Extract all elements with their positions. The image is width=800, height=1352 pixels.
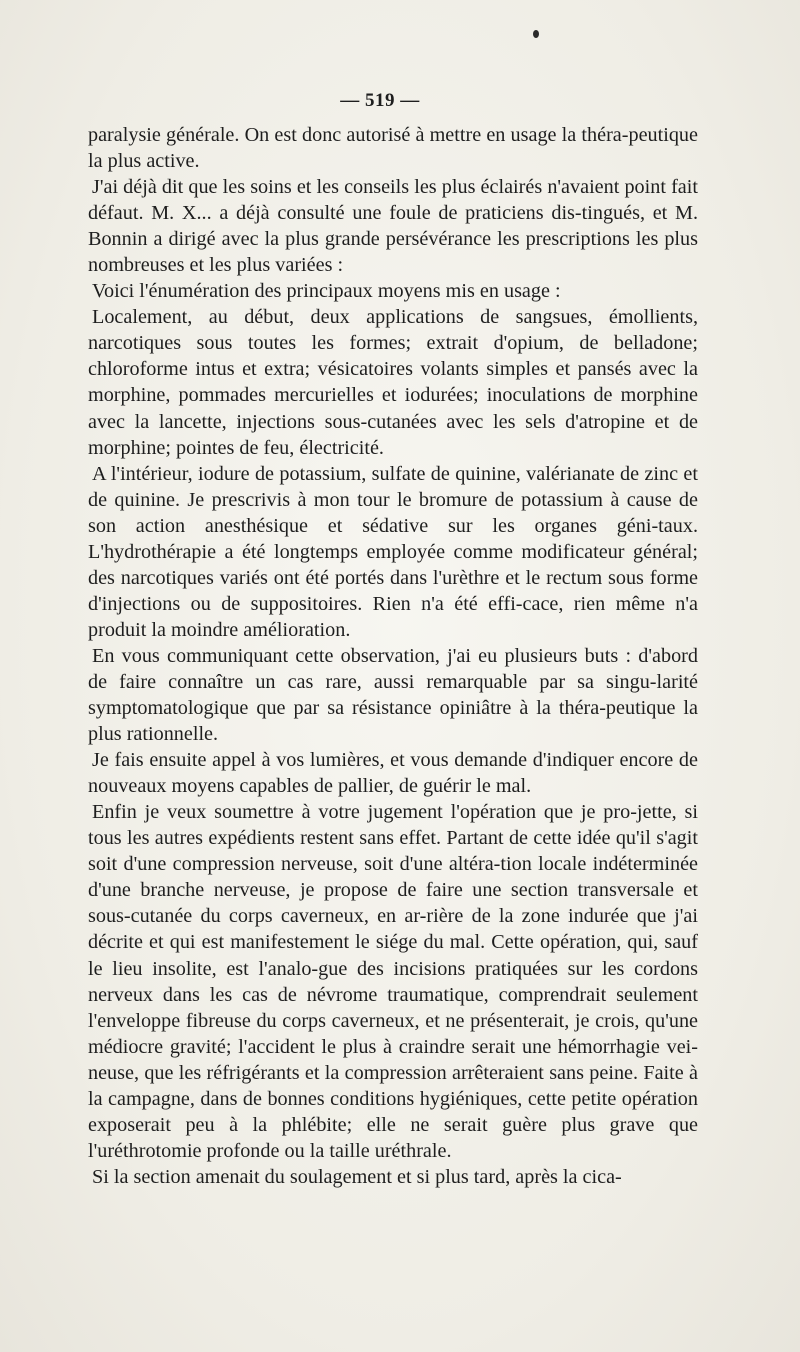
body-text [88, 122, 698, 1190]
paragraph: Enfin je veux soumettre à votre jugement l'opération que je pro-jette, si tous les autres expédients restent sans effet. Partant de cette idée qu'il s'agit soit d'une compression nerveuse, soit d'une altéra-tion locale indéterminée d'une branche nerveuse, je propose de faire une section transversale et sous-cutanée du corps caverneux, en ar-rière de la zone indurée que j'ai décrite et qui est manifestement le siége du mal. Cette opération, qui, sauf le lieu insolite, est l'analo-gue des incisions pratiquées sur les cordons nerveux dans les cas de névrome traumatique, comprendrait seulement l'enveloppe fibreuse du corps caverneux, et ne présenterait, je crois, qu'une médiocre gravité; l'accident le plus à craindre serait une hémorrhagie vei-neuse, que les réfrigérants et la compression arrêteraient sans peine. Faite à la campagne, dans de bonnes conditions hygiéniques, cette petite opération exposerait peu à la phlébite; elle ne serait guère plus grave que l'uréthrotomie profonde ou la taille uréthrale. [88, 801, 698, 1162]
page-number: — 519 — [340, 90, 420, 111]
paragraph: A l'intérieur, iodure de potassium, sulfate de quinine, valérianate de zinc et de quinine. Je prescrivis à mon tour le bromure de potassium à cause de son action anesthésique et sédative sur les organes géni-taux. L'hydrothérapie a été longtemps employée comme modificateur général; des narcotiques variés ont été portés dans l'urèthre et le rectum sous forme d'injections ou de suppositoires. Rien n'a été effi-cace, rien même n'a produit la moindre amélioration. [88, 462, 698, 641]
paragraph: J'ai déjà dit que les soins et les conseils les plus éclairés n'avaient point fait défaut. M. X... a déjà consulté une foule de praticiens dis-tingués, et M. Bonnin a dirigé avec la plus grande persévérance les prescriptions les plus nombreuses et les plus variées : [88, 176, 698, 277]
paragraph: paralysie générale. On est donc autorisé à mettre en usage la théra-peutique la plus active. [88, 124, 698, 173]
paragraph: Si la section amenait du soulagement et si plus tard, après la cica- [92, 1165, 622, 1188]
paragraph: En vous communiquant cette observation, j'ai eu plusieurs buts : d'abord de faire connaître un cas rare, aussi remarquable par sa singu-larité symptomatologique que par sa résistance opiniâtre à la théra-peutique la plus rationnelle. [88, 644, 698, 746]
ink-speck [533, 30, 539, 38]
paragraph: Localement, au début, deux applications de sangsues, émollients, narcotiques sous toutes les formes; extrait d'opium, de belladone; chloroforme intus et extra; vésicatoires volants simples et pansés avec la morphine, pommades mercurielles et iodurées; inoculations de morphine avec la lancette, injections sous-cutanées avec les sels d'atropine et de morphine; pointes de feu, électricité. [88, 306, 698, 459]
paragraph: Je fais ensuite appel à vos lumières, et vous demande d'indiquer encore de nouveaux moyens capables de pallier, de guérir le mal. [88, 749, 698, 798]
paragraph: Voici l'énumération des principaux moyens mis en usage : [92, 280, 561, 303]
